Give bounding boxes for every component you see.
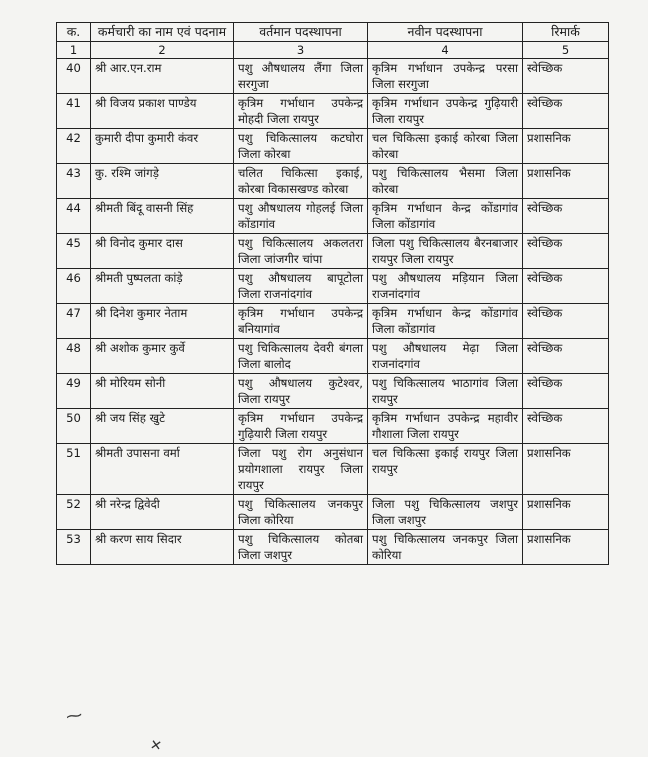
remark: स्वेच्छिक — [523, 199, 609, 234]
employee-name: श्री करण साय सिदार — [91, 530, 234, 565]
remark: प्रशासनिक — [523, 164, 609, 199]
handwritten-mark: ✕ — [148, 737, 164, 755]
row-number: 53 — [57, 530, 91, 565]
row-number: 48 — [57, 339, 91, 374]
transfer-table-sheet — [56, 22, 608, 565]
table-row — [57, 199, 609, 234]
new-posting: चल चिकित्सा इकाई रायपुर जिला रायपुर — [368, 444, 523, 495]
employee-name: श्रीमती उपासना वर्मा — [91, 444, 234, 495]
row-number: 52 — [57, 495, 91, 530]
remark: प्रशासनिक — [523, 495, 609, 530]
new-posting: पशु चिकित्सालय भाठागांव जिला रायपुर — [368, 374, 523, 409]
header-row — [57, 23, 609, 42]
remark: स्वेच्छिक — [523, 409, 609, 444]
remark: स्वेच्छिक — [523, 94, 609, 129]
new-posting: पशु चिकित्सालय भैसमा जिला कोरबा — [368, 164, 523, 199]
row-number: 42 — [57, 129, 91, 164]
current-posting: कृत्रिम गर्भाधान उपकेन्द्र बनियागांव — [234, 304, 368, 339]
new-posting: कृत्रिम गर्भाधान केन्द्र कोंडागांव जिला कोंडागांव — [368, 304, 523, 339]
employee-name: श्री विजय प्रकाश पाण्डेय — [91, 94, 234, 129]
employee-name: श्री जय सिंह खुटे — [91, 409, 234, 444]
table-row — [57, 234, 609, 269]
header-no: क. — [57, 23, 91, 42]
remark: स्वेच्छिक — [523, 269, 609, 304]
row-number: 51 — [57, 444, 91, 495]
new-posting: चल चिकित्सा इकाई कोरबा जिला कोरबा — [368, 129, 523, 164]
table-row — [57, 495, 609, 530]
row-number: 44 — [57, 199, 91, 234]
employee-name: श्री अशोक कुमार कुर्वे — [91, 339, 234, 374]
current-posting: पशु औषधालय बापूटोला जिला राजनांदगांव — [234, 269, 368, 304]
employee-name: श्री आर.एन.राम — [91, 59, 234, 94]
employee-name: श्री विनोद कुमार दास — [91, 234, 234, 269]
remark: स्वेच्छिक — [523, 374, 609, 409]
table-body — [57, 59, 609, 565]
row-number: 49 — [57, 374, 91, 409]
header-remark: रिमार्क — [523, 23, 609, 42]
column-number: 3 — [234, 42, 368, 59]
current-posting: कृत्रिम गर्भाधान उपकेन्द्र मोहदी जिला रायपुर — [234, 94, 368, 129]
header-current-posting: वर्तमान पदस्थापना — [234, 23, 368, 42]
current-posting: कृत्रिम गर्भाधान उपकेन्द्र गुढ़ियारी जिला रायपुर — [234, 409, 368, 444]
current-posting: पशु औषधालय लैंगा जिला सरगुजा — [234, 59, 368, 94]
row-number: 50 — [57, 409, 91, 444]
new-posting: कृत्रिम गर्भाधान केन्द्र कोंडागांव जिला कोंडागांव — [368, 199, 523, 234]
row-number: 40 — [57, 59, 91, 94]
current-posting: जिला पशु रोग अनुसंधान प्रयोगशाला रायपुर जिला रायपुर — [234, 444, 368, 495]
employee-name: कु. रश्मि जांगड़े — [91, 164, 234, 199]
row-number: 46 — [57, 269, 91, 304]
row-number: 47 — [57, 304, 91, 339]
new-posting: जिला पशु चिकित्सालय जशपुर जिला जशपुर — [368, 495, 523, 530]
table-row — [57, 59, 609, 94]
table-row — [57, 374, 609, 409]
current-posting: चलित चिकित्सा इकाई, कोरबा विकासखण्ड कोरबा — [234, 164, 368, 199]
remark: स्वेच्छिक — [523, 304, 609, 339]
handwritten-mark: ⁓ — [64, 704, 84, 727]
current-posting: पशु चिकित्सालय देवरी बंगला जिला बालोद — [234, 339, 368, 374]
employee-name: श्री मोरियम सोनी — [91, 374, 234, 409]
current-posting: पशु औषधालय कुटेश्वर, जिला रायपुर — [234, 374, 368, 409]
current-posting: पशु औषधालय गोहलई जिला कोंडागांव — [234, 199, 368, 234]
column-number-row — [57, 42, 609, 59]
new-posting: कृत्रिम गर्भाधान उपकेन्द्र महावीर गौशाला जिला रायपुर — [368, 409, 523, 444]
new-posting: कृत्रिम गर्भाधान उपकेन्द्र गुढ़ियारी जिला रायपुर — [368, 94, 523, 129]
employee-name: श्री दिनेश कुमार नेताम — [91, 304, 234, 339]
new-posting: पशु औषधालय मेढ़ा जिला राजनांदगांव — [368, 339, 523, 374]
current-posting: पशु चिकित्सालय अकलतरा जिला जांजगीर चांपा — [234, 234, 368, 269]
table-row — [57, 94, 609, 129]
employee-name: कुमारी दीपा कुमारी कंवर — [91, 129, 234, 164]
employee-name: श्री नरेन्द्र द्विवेदी — [91, 495, 234, 530]
new-posting: पशु चिकित्सालय जनकपुर जिला कोरिया — [368, 530, 523, 565]
table-row — [57, 339, 609, 374]
new-posting: कृत्रिम गर्भाधान उपकेन्द्र परसा जिला सरगुजा — [368, 59, 523, 94]
remark: प्रशासनिक — [523, 444, 609, 495]
remark: प्रशासनिक — [523, 530, 609, 565]
transfer-table — [56, 22, 609, 565]
table-row — [57, 304, 609, 339]
employee-name: श्रीमती पुष्पलता कांड़े — [91, 269, 234, 304]
table-row — [57, 530, 609, 565]
current-posting: पशु चिकित्सालय कोतबा जिला जशपुर — [234, 530, 368, 565]
header-name: कर्मचारी का नाम एवं पदनाम — [91, 23, 234, 42]
row-number: 41 — [57, 94, 91, 129]
row-number: 45 — [57, 234, 91, 269]
new-posting: पशु औषधालय मड़ियान जिला राजनांदगांव — [368, 269, 523, 304]
column-number: 1 — [57, 42, 91, 59]
current-posting: पशु चिकित्सालय कटघोरा जिला कोरबा — [234, 129, 368, 164]
row-number: 43 — [57, 164, 91, 199]
table-row — [57, 269, 609, 304]
remark: प्रशासनिक — [523, 129, 609, 164]
column-number: 2 — [91, 42, 234, 59]
remark: स्वेच्छिक — [523, 339, 609, 374]
employee-name: श्रीमती बिंदू वासनी सिंह — [91, 199, 234, 234]
new-posting: जिला पशु चिकित्सालय बैरनबाजार रायपुर जिला रायपुर — [368, 234, 523, 269]
current-posting: पशु चिकित्सालय जनकपुर जिला कोरिया — [234, 495, 368, 530]
remark: स्वेच्छिक — [523, 234, 609, 269]
column-number: 4 — [368, 42, 523, 59]
table-row — [57, 409, 609, 444]
header-new-posting: नवीन पदस्थापना — [368, 23, 523, 42]
remark: स्वेच्छिक — [523, 59, 609, 94]
table-row — [57, 129, 609, 164]
table-row — [57, 164, 609, 199]
column-number: 5 — [523, 42, 609, 59]
table-row — [57, 444, 609, 495]
